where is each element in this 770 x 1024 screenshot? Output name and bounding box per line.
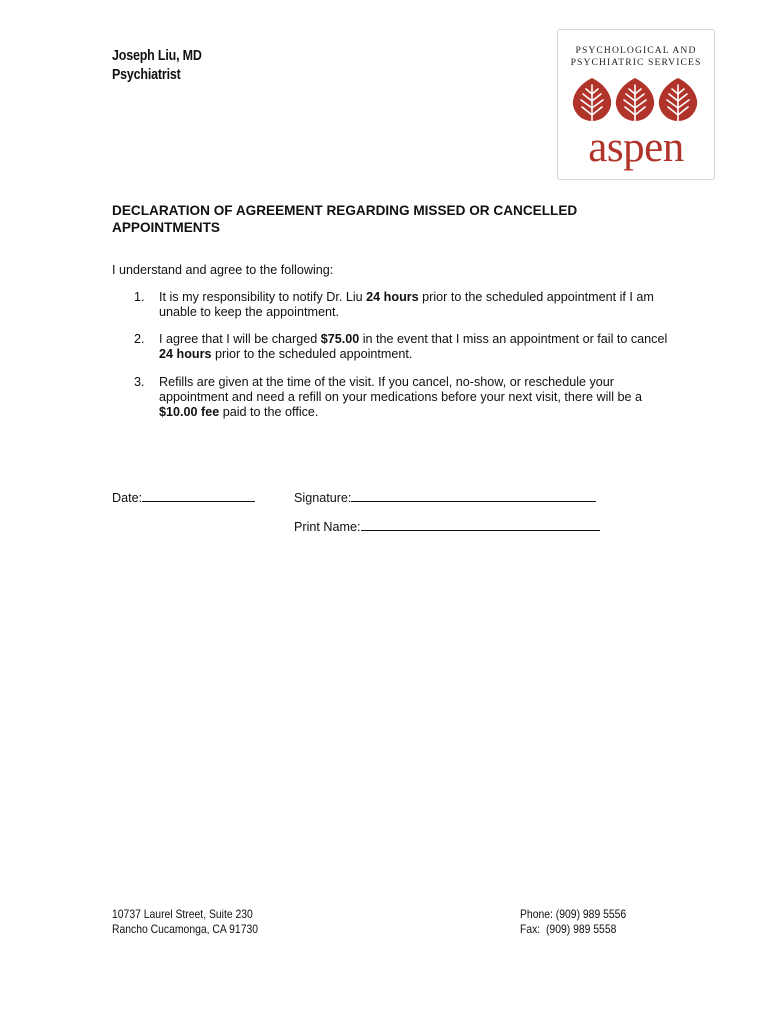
print-name-line[interactable] [361, 517, 600, 531]
footer-contact [520, 907, 626, 937]
signature-line[interactable] [351, 488, 596, 502]
intro-text: I understand and agree to the following: [112, 263, 334, 277]
three-trees-icon [571, 77, 701, 123]
item-number: 3. [134, 375, 145, 389]
logo-line-1: PSYCHOLOGICAL AND [575, 45, 697, 56]
title-line-1: DECLARATION OF AGREEMENT REGARDING MISSED OR CANCELLED [112, 203, 578, 218]
print-name-field[interactable] [294, 517, 600, 535]
phone-number: Phone: (909) 989 5556 [520, 907, 627, 921]
date-field[interactable] [112, 488, 255, 506]
signature-field[interactable] [294, 488, 596, 506]
footer-address [112, 907, 258, 937]
item-number: 2. [134, 332, 145, 346]
date-line[interactable] [142, 488, 255, 502]
fax-number: Fax: (909) 989 5558 [520, 922, 617, 936]
date-label: Date: [112, 491, 143, 505]
aspen-logo [557, 29, 715, 180]
address-line-1: 10737 Laurel Street, Suite 230 [112, 907, 253, 921]
item-text: Refills are given at the time of the visit. If you cancel, no-show, or reschedule your appointment and need a refill on your medications before your next visit, there will be a $10.00 fee paid to the office. [159, 375, 643, 419]
logo-line-2: PSYCHIATRIC SERVICES [570, 57, 702, 68]
signature-label: Signature: [294, 491, 352, 505]
provider-title: Psychiatrist [112, 67, 181, 83]
item-text: I agree that I will be charged $75.00 in the event that I miss an appointment or fail to cancel 24 hours prior to the scheduled appointment. [159, 332, 668, 361]
address-line-2: Rancho Cucamonga, CA 91730 [112, 922, 259, 936]
title-line-2: APPOINTMENTS [112, 220, 220, 235]
provider-name: Joseph Liu, MD [112, 48, 202, 64]
logo-wordmark: aspen [588, 124, 684, 171]
provider-header [112, 47, 202, 85]
item-text: It is my responsibility to notify Dr. Liu 24 hours prior to the scheduled appointment if I am unable to keep the appointment. [159, 290, 654, 319]
print-name-label: Print Name: [294, 520, 361, 534]
document-title [112, 202, 652, 236]
item-number: 1. [134, 290, 145, 304]
